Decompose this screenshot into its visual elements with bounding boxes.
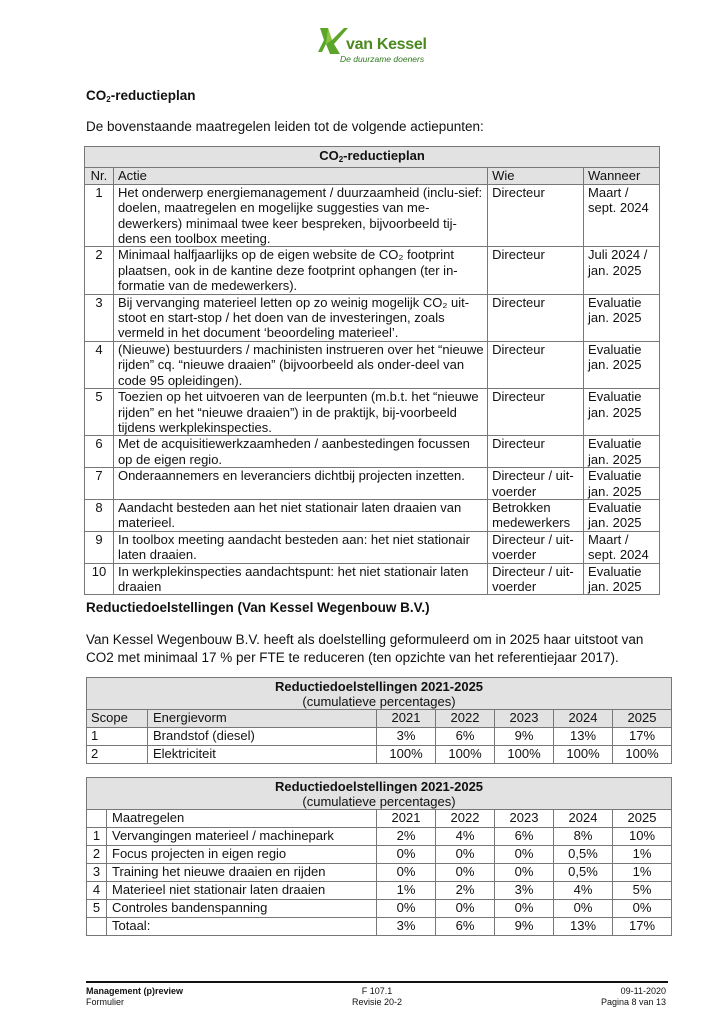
col-header-energievorm: Energievorm	[148, 710, 377, 728]
cell-value: 2%	[436, 882, 495, 900]
cell-wanneer: Evaluatie jan. 2025	[584, 389, 660, 436]
table-row	[85, 247, 660, 294]
col-header-2022: 2022	[436, 710, 495, 728]
co2-reduction-plan-table	[84, 146, 660, 595]
page-footer	[86, 981, 668, 1007]
cell-value: 9%	[495, 728, 554, 746]
cell-wie: Directeur	[488, 294, 584, 341]
cell-value: 5%	[613, 882, 672, 900]
table-row	[87, 900, 672, 918]
table-row	[87, 728, 672, 746]
cell-nr: 1	[87, 828, 107, 846]
cell-wie: Directeur / uit-voerder	[488, 468, 584, 500]
cell-nr: 4	[85, 341, 114, 388]
cell-nr: 8	[85, 499, 114, 531]
cell-value: 0%	[613, 900, 672, 918]
cell-actie: Onderaannemers en leveranciers dichtbij projecten inzetten.	[113, 468, 487, 500]
cell-maatregel: Materieel niet stationair laten draaien	[107, 882, 377, 900]
cell-nr: 10	[85, 563, 114, 595]
cell-value: 100%	[377, 746, 436, 764]
cell-wie: Directeur / uit-voerder	[488, 563, 584, 595]
table-row	[85, 563, 660, 595]
footer-doc-title: Management (p)review	[86, 986, 184, 996]
table-row	[85, 389, 660, 436]
logo-brand-text: van Kessel	[346, 36, 427, 53]
footer-page-number: Pagina 8 van 13	[600, 997, 666, 1007]
table-title: Reductiedoelstellingen 2021-2025 (cumulatieve percentages)	[87, 678, 672, 710]
table-header-row	[87, 810, 672, 828]
cell-energievorm: Brandstof (diesel)	[148, 728, 377, 746]
table-total-row	[87, 918, 672, 936]
table-row	[87, 746, 672, 764]
cell-value: 6%	[495, 828, 554, 846]
table-header-row	[87, 710, 672, 728]
col-header-nr	[87, 810, 107, 828]
cell-wie: Directeur	[488, 436, 584, 468]
cell-nr	[87, 918, 107, 936]
cell-value: 3%	[377, 728, 436, 746]
cell-wanneer: Evaluatie jan. 2025	[584, 468, 660, 500]
footer-center	[86, 986, 668, 1008]
table-row	[85, 499, 660, 531]
cell-nr: 5	[85, 389, 114, 436]
cell-wie: Directeur	[488, 341, 584, 388]
cell-value: 1%	[613, 864, 672, 882]
cell-value: 2%	[377, 828, 436, 846]
cell-total-value: 6%	[436, 918, 495, 936]
cell-actie: Bij vervanging materieel letten op zo weinig mogelijk CO₂ uit-stoot en start-stop / het doen van de investeringen, zoals vermeld in het document ‘beoordeling materieel’.	[113, 294, 487, 341]
footer-revision: Revisie 20-2	[351, 997, 403, 1007]
col-header-actie: Actie	[113, 168, 487, 184]
col-header-2024: 2024	[554, 810, 613, 828]
cell-value: 13%	[554, 728, 613, 746]
cell-value: 0%	[495, 864, 554, 882]
cell-wie: Directeur	[488, 184, 584, 247]
table-row	[85, 468, 660, 500]
col-header-scope: Scope	[87, 710, 148, 728]
cell-nr: 7	[85, 468, 114, 500]
cell-actie: Minimaal halfjaarlijks op de eigen website de CO₂ footprint plaatsen, ook in de kantine deze footprint ophangen (ter in-formatie van de medewerkers).	[113, 247, 487, 294]
cell-value: 100%	[613, 746, 672, 764]
cell-value: 0,5%	[554, 846, 613, 864]
section-title-reductiedoelstellingen: Reductiedoelstellingen (Van Kessel Wegenbouw B.V.)	[86, 600, 430, 615]
cell-value: 0%	[377, 846, 436, 864]
cell-actie: Toezien op het uitvoeren van de leerpunten (m.b.t. het “nieuwe rijden” en het “nieuwe draaien”) in de praktijk, bij-voorbeeld tijdens werkplekinspecties.	[113, 389, 487, 436]
cell-wanneer: Evaluatie jan. 2025	[584, 499, 660, 531]
table-row	[85, 184, 660, 247]
table-row	[85, 294, 660, 341]
reduction-goal-paragraph: Van Kessel Wegenbouw B.V. heeft als doelstelling geformuleerd om in 2025 haar uitstoot van CO2 met minimaal 17 % per FTE te reduceren (ten opzichte van het referentiejaar 2017).	[86, 632, 644, 665]
cell-maatregel: Vervangingen materieel / machinepark	[107, 828, 377, 846]
table-title: Reductiedoelstellingen 2021-2025 (cumulatieve percentages)	[87, 778, 672, 810]
cell-total-value: 13%	[554, 918, 613, 936]
table-row	[85, 436, 660, 468]
cell-nr: 3	[87, 864, 107, 882]
cell-value: 0%	[554, 900, 613, 918]
cell-nr: 3	[85, 294, 114, 341]
cell-nr: 5	[87, 900, 107, 918]
logo-k-mark-icon	[318, 26, 348, 56]
cell-value: 8%	[554, 828, 613, 846]
cell-nr: 9	[85, 531, 114, 563]
cell-value: 6%	[436, 728, 495, 746]
cell-wie: Directeur	[488, 389, 584, 436]
cell-value: 4%	[554, 882, 613, 900]
cell-value: 4%	[436, 828, 495, 846]
cell-wanneer: Evaluatie jan. 2025	[584, 563, 660, 595]
col-header-2021: 2021	[377, 710, 436, 728]
cell-value: 0%	[436, 900, 495, 918]
cell-value: 17%	[613, 728, 672, 746]
cell-nr: 2	[85, 247, 114, 294]
table-row	[85, 531, 660, 563]
col-header-wanneer: Wanneer	[584, 168, 660, 184]
reduction-targets-scope-table	[86, 677, 672, 764]
cell-wanneer: Evaluatie jan. 2025	[584, 294, 660, 341]
cell-actie: Aandacht besteden aan het niet stationair laten draaien van materieel.	[113, 499, 487, 531]
footer-right	[601, 986, 666, 1008]
cell-actie: Met de acquisitiewerkzaamheden / aanbestedingen focussen op de eigen regio.	[113, 436, 487, 468]
cell-value: 0%	[495, 900, 554, 918]
col-header-2022: 2022	[436, 810, 495, 828]
cell-value: 0%	[436, 864, 495, 882]
col-header-2023: 2023	[495, 810, 554, 828]
col-header-2023: 2023	[495, 710, 554, 728]
col-header-maatregelen: Maatregelen	[107, 810, 377, 828]
cell-total-value: 3%	[377, 918, 436, 936]
cell-scope: 1	[87, 728, 148, 746]
cell-wie: Directeur / uit-voerder	[488, 531, 584, 563]
footer-date: 09-11-2020	[620, 986, 666, 996]
cell-value: 3%	[495, 882, 554, 900]
col-header-2025: 2025	[613, 710, 672, 728]
cell-maatregel: Training het nieuwe draaien en rijden	[107, 864, 377, 882]
cell-value: 0,5%	[554, 864, 613, 882]
cell-maatregel: Focus projecten in eigen regio	[107, 846, 377, 864]
cell-wanneer: Evaluatie jan. 2025	[584, 341, 660, 388]
logo-tagline: De duurzame doeners	[340, 54, 425, 64]
col-header-nr: Nr.	[85, 168, 114, 184]
cell-wanneer: Maart / sept. 2024	[584, 184, 660, 247]
cell-nr: 2	[87, 846, 107, 864]
cell-total-label: Totaal:	[107, 918, 377, 936]
table-title: $CO_2$-reductieplan	[85, 147, 660, 168]
cell-value: 1%	[377, 882, 436, 900]
cell-value: 10%	[613, 828, 672, 846]
cell-value: 1%	[613, 846, 672, 864]
cell-actie: (Nieuwe) bestuurders / machinisten instrueren over het “nieuwe rijden” cq. “nieuwe draaien” (bijvoorbeeld als onder-deel van code 95 opleidingen).	[113, 341, 487, 388]
section-title-co2-plan: $CO_2$-reductieplan	[86, 88, 196, 104]
cell-total-value: 17%	[613, 918, 672, 936]
cell-value: 100%	[495, 746, 554, 764]
cell-nr: 1	[85, 184, 114, 247]
table-row	[87, 846, 672, 864]
cell-actie: In werkplekinspecties aandachtspunt: het niet stationair laten draaien	[113, 563, 487, 595]
cell-energievorm: Elektriciteit	[148, 746, 377, 764]
cell-nr: 4	[87, 882, 107, 900]
table-header-row	[85, 168, 660, 184]
cell-total-value: 9%	[495, 918, 554, 936]
cell-value: 100%	[436, 746, 495, 764]
cell-wie: Directeur	[488, 247, 584, 294]
cell-wanneer: Juli 2024 / jan. 2025	[584, 247, 660, 294]
cell-value: 0%	[377, 900, 436, 918]
intro-text: De bovenstaande maatregelen leiden tot de volgende actiepunten:	[86, 119, 484, 134]
cell-actie: In toolbox meeting aandacht besteden aan: het niet stationair laten draaien.	[113, 531, 487, 563]
cell-value: 0%	[495, 846, 554, 864]
table-row	[87, 882, 672, 900]
col-header-wie: Wie	[488, 168, 584, 184]
col-header-2024: 2024	[554, 710, 613, 728]
col-header-2025: 2025	[613, 810, 672, 828]
table-row	[87, 864, 672, 882]
cell-scope: 2	[87, 746, 148, 764]
footer-form-code: F 107.1	[361, 986, 393, 996]
cell-value: 0%	[436, 846, 495, 864]
cell-actie: Het onderwerp energiemanagement / duurzaamheid (inclu-sief: doelen, maatregelen en mogelijke suggesties van me-dewerkers) minimaal twee keer bespreken, bijvoorbeeld tij-dens een toolbox meeting.	[113, 184, 487, 247]
cell-nr: 6	[85, 436, 114, 468]
cell-wie: Betrokken medewerkers	[488, 499, 584, 531]
cell-wanneer: Maart / sept. 2024	[584, 531, 660, 563]
cell-value: 0%	[377, 864, 436, 882]
cell-maatregel: Controles bandenspanning	[107, 900, 377, 918]
cell-value: 100%	[554, 746, 613, 764]
table-row	[85, 341, 660, 388]
table-row	[87, 828, 672, 846]
cell-wanneer: Evaluatie jan. 2025	[584, 436, 660, 468]
reduction-targets-measures-table	[86, 777, 672, 936]
company-logo	[318, 24, 428, 64]
col-header-2021: 2021	[377, 810, 436, 828]
footer-doc-type: Formulier	[86, 997, 125, 1007]
